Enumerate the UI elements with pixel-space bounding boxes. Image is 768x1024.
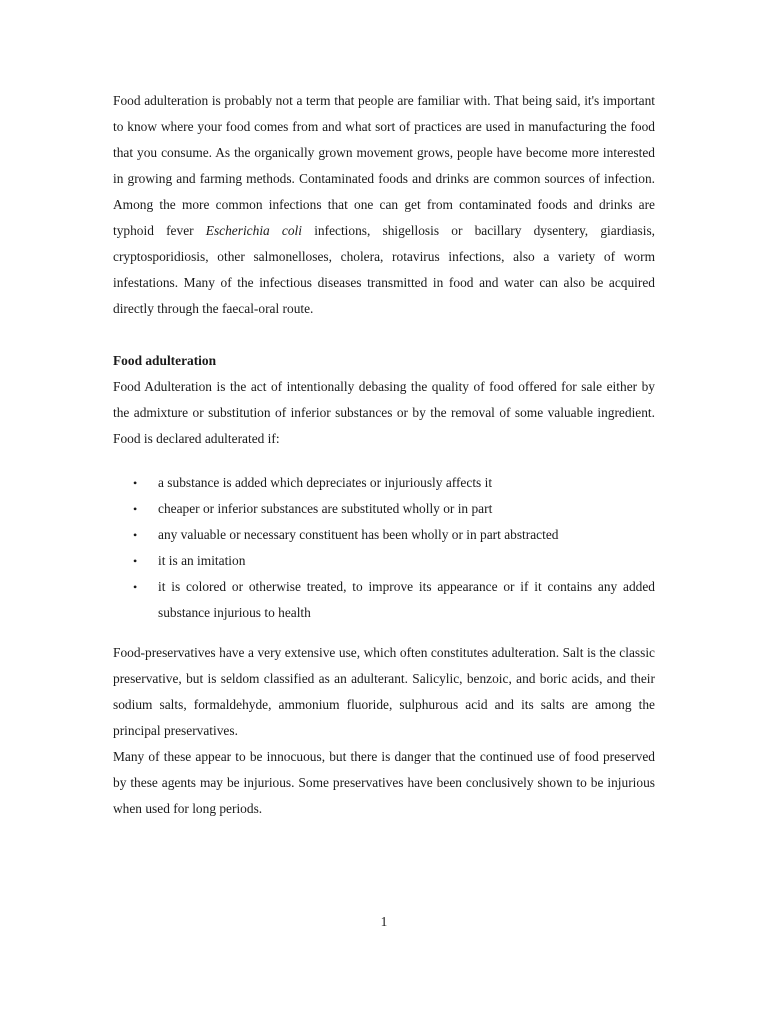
section-heading: Food adulteration [113,353,217,368]
preservatives-danger-paragraph: Many of these appear to be innocuous, but there is danger that the continued use of food preserved by these agents may be injurious. Some preservatives have been conclusively shown to be injurious when used for long periods. [113,749,655,816]
list-item [113,548,655,574]
preservatives-paragraph: Food-preservatives have a very extensive use, which often constitutes adulteration. Salt is the classic preservative, but is seldom classified as an adulterant. Salicylic, benzoic, and boric acids, and their sodium salts, formaldehyde, ammonium fluoride, sulphurous acid and its salts are among the principal preservatives. [113,645,655,738]
bullet-icon: • [133,528,138,542]
document-body [113,88,655,822]
intro-text-start: Food adulteration is probably not a term that people are familiar with. That being said, it's important to know where your food comes from and what sort of practices are used in manufacturing the food that you consume. As the organically grown movement grows, people have become more interested in growing and farming methods. Contaminated foods and drinks are common sources of infection. Among the more common infections that one can get from contaminated foods and drinks are typhoid fever [113,93,655,238]
bullet-icon: • [133,554,138,568]
list-item-text: a substance is added which depreciates or injuriously affects it [158,475,493,490]
definition-paragraph: Food Adulteration is the act of intentionally debasing the quality of food offered for sale either by the admixture or substitution of inferior substances or by the removal of some valuable ingredient. Food is declared adulterated if: [113,379,655,446]
list-item-text: cheaper or inferior substances are substituted wholly or in part [158,501,493,516]
bullet-icon: • [133,580,138,594]
adulteration-criteria-list [113,470,655,626]
list-item-text: it is colored or otherwise treated, to improve its appearance or if it contains any added substance injurious to health [158,579,655,620]
page-number: 1 [380,914,388,929]
bullet-icon: • [133,476,138,490]
list-item-text: any valuable or necessary constituent has been wholly or in part abstracted [158,527,559,542]
list-item [113,470,655,496]
list-item [113,522,655,548]
bullet-icon: • [133,502,138,516]
list-item-text: it is an imitation [158,553,246,568]
list-item [113,574,655,626]
intro-paragraph [113,88,655,322]
intro-italic-term: Escherichia coli [205,223,303,238]
list-item [113,496,655,522]
intro-text-end: infections, shigellosis or bacillary dysentery, giardiasis, cryptosporidiosis, other salmonelloses, cholera, rotavirus infections, also a variety of worm infestations. Many of the infectious diseases transmitted in food and water can also be acquired directly through the faecal-oral route. [113,223,655,316]
